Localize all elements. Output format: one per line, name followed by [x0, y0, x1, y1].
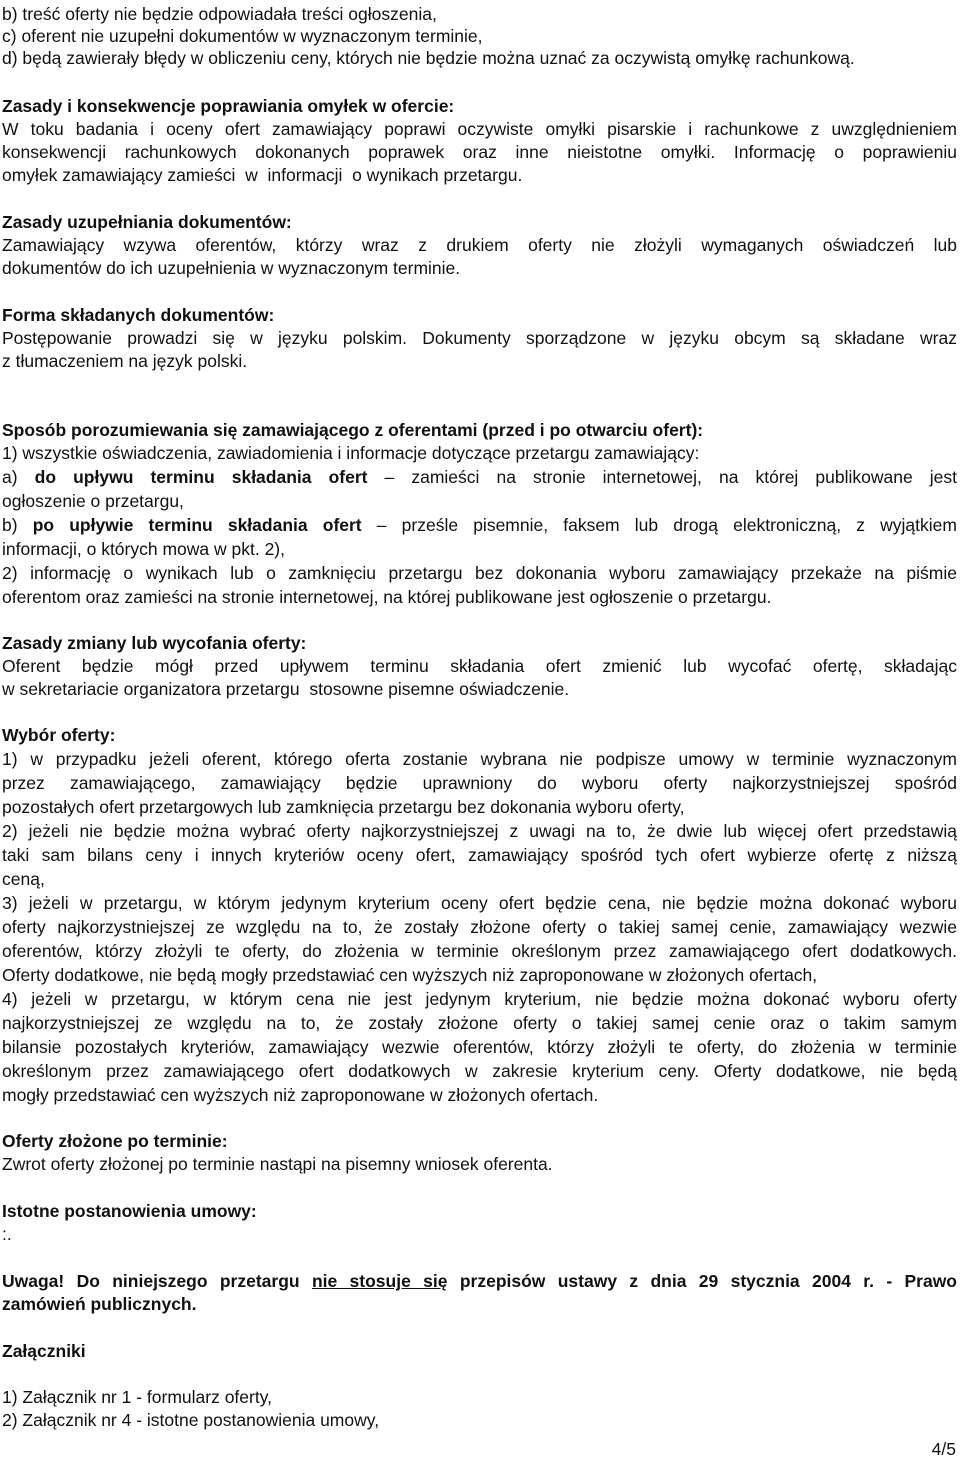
text-segment: Uwaga! Do niniejszego przetargu [2, 1271, 312, 1291]
text-segment: – zamieści na stronie internetowej, na której publikowane jest [367, 467, 957, 487]
text-line [2, 327, 957, 349]
text-segment: c) oferent nie uzupełni dokumentów w wyznaczonym terminie, [2, 26, 483, 46]
text-line [2, 141, 957, 163]
text-line [2, 234, 957, 256]
text-segment: przez zamawiającego, zamawiający będzie uprawniony do wyboru oferty najkorzystniejszej spośród [2, 773, 957, 793]
text-segment: informacji, o których mowa w pkt. 2), [2, 539, 285, 559]
text-line [2, 632, 306, 654]
text-segment: b) [2, 515, 33, 535]
text-line [2, 1200, 257, 1222]
text-segment: Oferty dodatkowe, nie będą mogły przedstawiać cen wyższych niż zaproponowane w złożonych ofertach, [2, 965, 818, 985]
text-segment: b) treść oferty nie będzie odpowiadała treści ogłoszenia, [2, 4, 437, 24]
text-line [2, 820, 957, 842]
text-line [2, 118, 957, 140]
text-segment: 4) jeżeli w przetargu, w którym cena nie jest jedynym kryterium, nie będzie można dokonać wyboru oferty [2, 989, 957, 1009]
text-segment: W toku badania i oceny ofert zamawiający poprawi oczywiste omyłki pisarskie i rachunkowe z uwzględnieniem [2, 119, 957, 139]
text-line [2, 586, 771, 608]
text-segment: d) będą zawierały błędy w obliczeniu ceny, których nie będzie można uznać za oczywistą omyłkę rachunkową. [2, 48, 855, 68]
text-segment: Zasady i konsekwencje poprawiania omyłek w ofercie: [2, 96, 455, 116]
text-segment: w sekretariacie organizatora przetargu stosowne pisemne oświadczenie. [2, 679, 570, 699]
text-line [2, 1036, 957, 1058]
text-segment: Wybór oferty: [2, 725, 116, 745]
text-segment: oferentów, którzy złożyli te oferty, do złożenia w terminie określonym przez zamawiającego ofert dodatkowych. [2, 941, 957, 961]
text-line [2, 95, 454, 117]
text-segment: określonym przez zamawiającego ofert dodatkowych w zakresie kryterium ceny. Oferty dodatkowe, nie będą [2, 1061, 957, 1081]
text-segment: dokumentów do ich uzupełnienia w wyznaczonym terminie. [2, 258, 461, 278]
text-segment: 1) Załącznik nr 1 - formularz oferty, [2, 1387, 273, 1407]
text-line [2, 419, 703, 441]
text-line [2, 1270, 957, 1292]
text-line [2, 466, 957, 488]
text-line [2, 25, 483, 47]
text-line [2, 3, 437, 25]
text-segment: zamówień publicznych. [2, 1294, 197, 1314]
page-number: 4/5 [931, 1439, 956, 1459]
text-line [2, 1060, 957, 1082]
text-segment: 2) jeżeli nie będzie można wybrać oferty najkorzystniejszej z uwagi na to, że dwie lub więcej ofert przedstawią [2, 821, 957, 841]
text-line [2, 1223, 12, 1245]
text-line [2, 442, 699, 464]
text-line [2, 748, 957, 770]
text-segment: Oferent będzie mógł przed upływem terminu składania ofert zmienić lub wycofać ofertę, składając [2, 656, 957, 676]
text-line [2, 1409, 379, 1431]
text-line [2, 940, 957, 962]
text-line [2, 1130, 228, 1152]
text-line [2, 1153, 553, 1175]
text-segment: po upływie terminu składania ofert [32, 515, 362, 535]
text-segment: Zamawiający wzywa oferentów, którzy wraz z drukiem oferty nie złożyli wymaganych oświadczeń lub [2, 235, 957, 255]
text-line [2, 1386, 272, 1408]
text-segment: Załączniki [2, 1341, 86, 1361]
text-segment: Sposób porozumiewania się zamawiającego z oferentami (przed i po otwarciu ofert): [2, 420, 704, 440]
text-line [2, 724, 115, 746]
text-segment: mogły przedstawiać cen wyższych niż zaproponowane w złożonych ofertach. [2, 1085, 599, 1105]
text-segment: omyłek zamawiający zamieści w informacji o wynikach przetargu. [2, 165, 523, 185]
text-line [2, 211, 292, 233]
text-segment: Postępowanie prowadzi się w języku polskim. Dokumenty sporządzone w języku obcym są składane wraz [2, 328, 957, 348]
text-line [2, 514, 957, 536]
text-segment: nie stosuje się [311, 1271, 448, 1291]
text-line [2, 1340, 86, 1362]
text-line [2, 562, 957, 584]
text-segment: 3) jeżeli w przetargu, w którym jedynym kryterium oceny ofert będzie cena, nie będzie można dokonać wyboru [2, 893, 957, 913]
text-line [2, 844, 957, 866]
text-segment: oferty najkorzystniejszej ze względu na to, że zostały złożone oferty o takiej samej cenie, zamawiający wezwie [2, 917, 957, 937]
text-line [2, 350, 247, 372]
text-segment: oferentom oraz zamieści na stronie internetowej, na której publikowane jest ogłoszenie o przetargu. [2, 587, 772, 607]
text-segment: ceną, [2, 869, 45, 889]
text-line [2, 257, 460, 279]
text-line [2, 304, 274, 326]
text-line [2, 678, 569, 700]
text-line [2, 868, 45, 890]
text-segment: 2) Załącznik nr 4 - istotne postanowienia umowy, [2, 1410, 380, 1430]
text-line [2, 490, 184, 512]
text-segment: – prześle pisemnie, faksem lub drogą elektroniczną, z wyjątkiem [361, 515, 957, 535]
text-segment: Zwrot oferty złożonej po terminie nastąpi na pisemny wniosek oferenta. [2, 1154, 553, 1174]
text-line [2, 916, 957, 938]
text-line [2, 47, 855, 69]
text-segment: najkorzystniejszej ze względu na to, że zostały złożone oferty o takiej samej cenie oraz o takim samym [2, 1013, 957, 1033]
text-segment: taki sam bilans ceny i innych kryteriów oceny ofert, zamawiający spośród tych ofert wybierze ofertę z niższą [2, 845, 957, 865]
text-segment: pozostałych ofert przetargowych lub zamknięcia przetargu bez dokonania wyboru oferty, [2, 797, 685, 817]
text-segment: bilansie pozostałych kryteriów, zamawiający wezwie oferentów, którzy złożyli te oferty, do złożenia w terminie [2, 1037, 957, 1057]
text-segment: a) [2, 467, 35, 487]
text-line [2, 772, 957, 794]
text-line [2, 1084, 598, 1106]
text-segment: ogłoszenie o przetargu, [2, 491, 184, 511]
text-segment: Forma składanych dokumentów: [2, 305, 275, 325]
text-segment: Zasady uzupełniania dokumentów: [2, 212, 292, 232]
text-segment: Oferty złożone po terminie: [2, 1131, 228, 1151]
text-line [2, 164, 522, 186]
text-segment: do upływu terminu składania ofert [34, 467, 368, 487]
text-segment: 2) informację o wynikach lub o zamknięciu przetargu bez dokonania wyboru zamawiający przekaże na piśmie [2, 563, 957, 583]
text-line [2, 988, 957, 1010]
text-line [2, 655, 957, 677]
text-line [2, 538, 285, 560]
text-segment: :. [2, 1224, 12, 1244]
text-segment: Istotne postanowienia umowy: [2, 1201, 257, 1221]
text-segment: przepisów ustawy z dnia 29 stycznia 2004 r. - Prawo [447, 1271, 957, 1291]
text-line [2, 1012, 957, 1034]
text-segment: z tłumaczeniem na język polski. [2, 351, 248, 371]
text-segment: 1) wszystkie oświadczenia, zawiadomienia i informacje dotyczące przetargu zamawiający: [2, 443, 700, 463]
text-segment: konsekwencji rachunkowych dokonanych poprawek oraz inne nieistotne omyłki. Informację o poprawieniu [2, 142, 957, 162]
text-segment: 1) w przypadku jeżeli oferent, którego oferta zostanie wybrana nie podpisze umowy w terminie wyznaczonym [2, 749, 957, 769]
text-line [2, 1293, 196, 1315]
text-line [2, 964, 817, 986]
text-line [2, 796, 685, 818]
text-line [2, 892, 957, 914]
text-segment: Zasady zmiany lub wycofania oferty: [2, 633, 307, 653]
